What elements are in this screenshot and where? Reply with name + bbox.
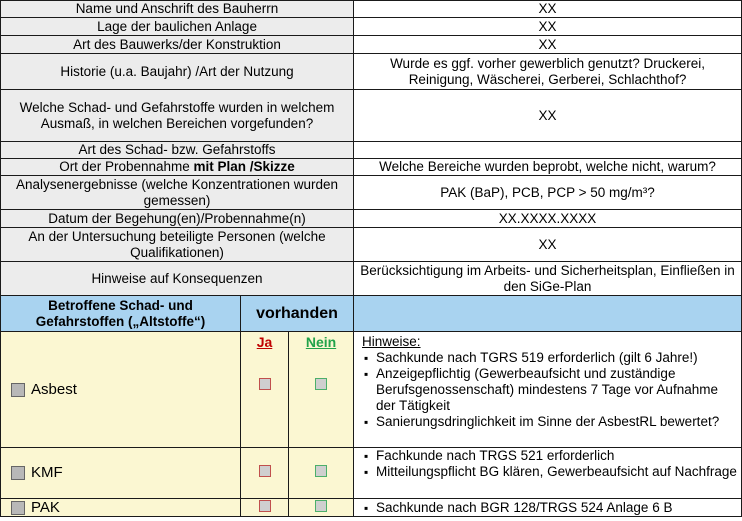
row-value: Berücksichtigung im Arbeits- und Sicherheitsplan, Einfließen in den SiGe-Plan: [354, 262, 742, 296]
row-label-text: Ort der Probennahme: [59, 159, 194, 174]
note-item: ▪ Mitteilungspflicht BG klären, Gewerbeaufsicht auf Nachfrage: [366, 464, 739, 480]
row-value: XX: [354, 18, 742, 36]
materials-title: Betroffene Schad- und Gefahrstoffen („Altstoffe“): [1, 296, 241, 332]
row-value: XX: [354, 36, 742, 54]
info-row: [1, 176, 742, 210]
note-item: ▪ Sachkunde nach TGRS 519 erforderlich (gilt 6 Jahre!): [366, 350, 739, 366]
notes-list: [356, 448, 739, 480]
notes-cell: [354, 448, 742, 499]
notes-list: [356, 350, 739, 430]
nein-cell: [289, 499, 354, 517]
row-label: Hinweise auf Konsequenzen: [1, 262, 354, 296]
info-row: [1, 210, 742, 228]
ja-checkbox[interactable]: [259, 378, 271, 390]
material-cell: [1, 499, 241, 517]
notes-cell: [354, 499, 742, 517]
ja-checkbox[interactable]: [259, 500, 271, 512]
row-label-bold: mit Plan /Skizze: [193, 159, 295, 174]
info-row: [1, 1, 742, 18]
ja-label: Ja: [256, 334, 273, 350]
info-row: [1, 262, 742, 296]
row-label: Analysenergebnisse (welche Konzentrationen wurden gemessen): [1, 176, 354, 210]
row-label: Lage der baulichen Anlage: [1, 18, 354, 36]
note-item: ▪ Sanierungsdringlichkeit im Sinne der AsbestRL bewertet?: [366, 414, 739, 430]
row-label: Art des Schad- bzw. Gefahrstoffs: [1, 142, 354, 159]
note-item: ▪ Sachkunde nach BGR 128/TRGS 524 Anlage 6 B: [366, 500, 739, 516]
row-label: Historie (u.a. Baujahr) /Art der Nutzung: [1, 54, 354, 90]
ja-cell: [241, 448, 289, 499]
material-name: Asbest: [31, 380, 77, 398]
row-value: XX: [354, 90, 742, 142]
material-row-pak: [1, 499, 742, 517]
row-label: Art des Bauwerks/der Konstruktion: [1, 36, 354, 54]
nein-checkbox[interactable]: [315, 465, 327, 477]
row-value: XX.XXXX.XXXX: [354, 210, 742, 228]
material-row-asbest: [1, 332, 742, 448]
info-row: [1, 18, 742, 36]
present-title: vorhanden: [241, 296, 354, 332]
material-cell: [1, 448, 241, 499]
nein-cell: [289, 332, 354, 448]
nein-checkbox[interactable]: [315, 500, 327, 512]
row-label: [1, 159, 354, 176]
ja-checkbox[interactable]: [259, 465, 271, 477]
header-empty-cell: [354, 296, 742, 332]
info-row: [1, 90, 742, 142]
material-row-kmf: [1, 448, 742, 499]
row-value: XX: [354, 228, 742, 262]
row-label: Name und Anschrift des Bauherrn: [1, 1, 354, 18]
notes-list: [356, 500, 739, 516]
info-row: [1, 159, 742, 176]
material-name: KMF: [31, 464, 63, 481]
note-item: ▪ Anzeigepflichtig (Gewerbeaufsicht und zuständige Berufsgenossenschaft) mindestens 7 Tage vor Aufnahme der Tätigkeit: [366, 366, 739, 414]
material-checkbox[interactable]: [11, 383, 25, 397]
row-label: An der Untersuchung beteiligte Personen (welche Qualifikationen): [1, 228, 354, 262]
material-name: PAK: [31, 498, 60, 516]
row-value: Welche Bereiche wurden beprobt, welche nicht, warum?: [354, 159, 742, 176]
row-label: Welche Schad- und Gefahrstoffe wurden in welchem Ausmaß, in welchen Bereichen vorgefunden?: [1, 90, 354, 142]
notes-cell: [354, 332, 742, 448]
info-row: [1, 54, 742, 90]
material-cell: [1, 332, 241, 448]
material-checkbox[interactable]: [11, 466, 25, 480]
nein-label: Nein: [305, 334, 337, 350]
row-value: PAK (BaP), PCB, PCP > 50 mg/m³?: [354, 176, 742, 210]
row-value: XX: [354, 1, 742, 18]
row-value: Wurde es ggf. vorher gewerblich genutzt? Druckerei, Reinigung, Wäscherei, Gerberei, Schlachthof?: [354, 54, 742, 90]
nein-cell: [289, 448, 354, 499]
hinweise-label: Hinweise:: [362, 334, 421, 349]
note-item: ▪ Fachkunde nach TRGS 521 erforderlich: [366, 448, 739, 464]
info-row: [1, 142, 742, 159]
info-row: [1, 228, 742, 262]
row-label: Datum der Begehung(en)/Probennahme(n): [1, 210, 354, 228]
nein-checkbox[interactable]: [315, 378, 327, 390]
ja-cell: [241, 499, 289, 517]
ja-cell: [241, 332, 289, 448]
info-row: [1, 36, 742, 54]
row-value: [354, 142, 742, 159]
material-checkbox[interactable]: [11, 501, 25, 515]
materials-header-row: [1, 296, 742, 332]
